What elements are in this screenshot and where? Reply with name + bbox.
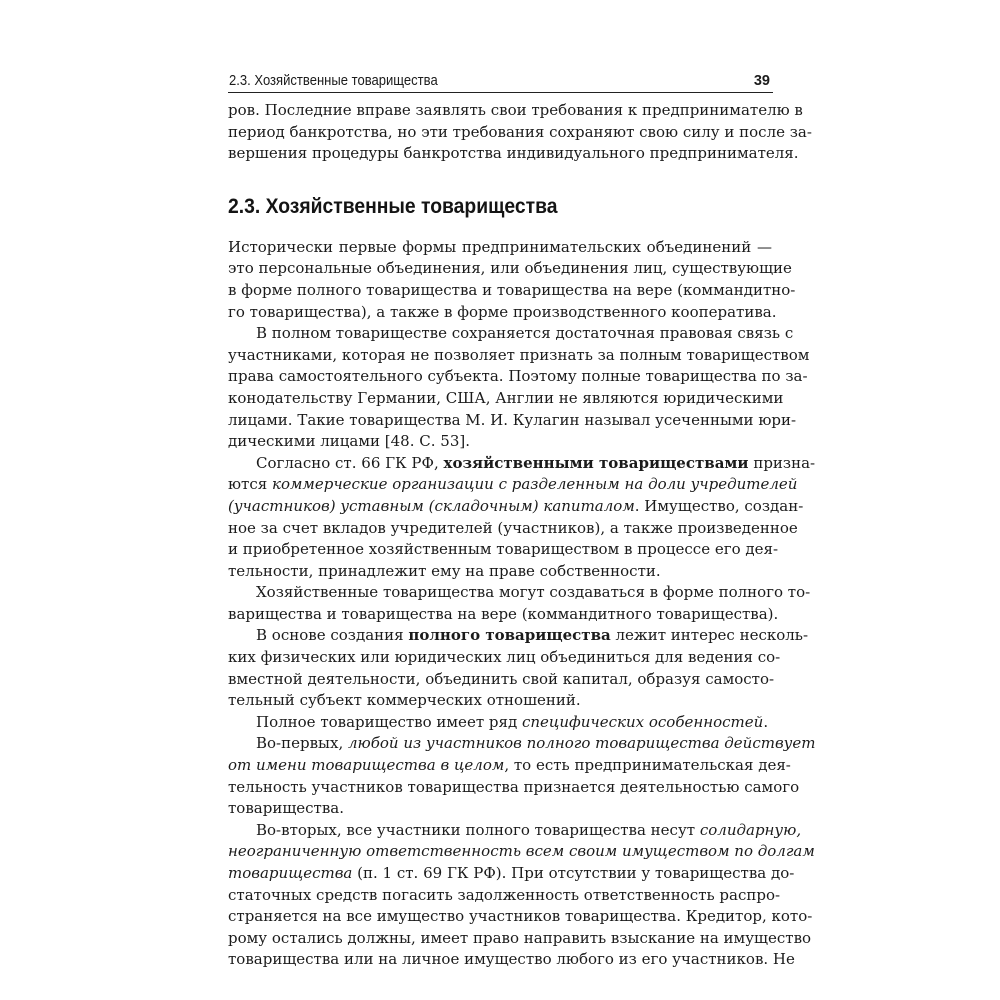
section-heading-text: 2.3. Хозяйственные товарищества bbox=[228, 194, 558, 218]
bold-term: полного товарищества bbox=[408, 626, 611, 645]
running-header-title: 2.3. Хозяйственные товарищества bbox=[229, 73, 438, 89]
text-run: Во-вторых, все участники полного товарищества несут bbox=[256, 820, 700, 839]
text-run: , то есть предпринимательская дея- bbox=[504, 756, 791, 775]
text-run: Во-первых, bbox=[256, 734, 348, 753]
page-body bbox=[228, 100, 816, 971]
text-line bbox=[228, 755, 791, 777]
text-line bbox=[228, 496, 804, 518]
text-line: товарищества или на личное имущество любого из его участников. Не bbox=[228, 950, 795, 969]
italic-definition: (участников) уставным (складочным) капиталом bbox=[228, 496, 635, 515]
text-line: и приобретенное хозяйственным товариществом в процессе его дея- bbox=[228, 540, 779, 559]
italic-term: любой из участников полного товарищества действует bbox=[347, 734, 816, 753]
text-line: рому остались должны, имеет право направить взыскание на имущество bbox=[228, 928, 812, 947]
paragraph-3 bbox=[228, 453, 816, 583]
text-line: товарищества. bbox=[228, 799, 344, 818]
text-line: в форме полного товарищества и товарищества на вере (коммандитно- bbox=[228, 280, 796, 299]
italic-term: неограниченную ответственность всем своим имуществом по долгам bbox=[228, 842, 815, 861]
text-line: конодательству Германии, США, Англии не являются юридическими bbox=[228, 388, 784, 407]
text-line bbox=[228, 712, 772, 734]
text-line bbox=[228, 733, 816, 755]
text-line: ких физических или юридических лиц объединиться для ведения со- bbox=[228, 648, 781, 667]
text-line: вместной деятельности, объединить свой капитал, образуя самосто- bbox=[228, 669, 775, 688]
text-run: . Имущество, создан- bbox=[634, 496, 804, 515]
paragraph-8 bbox=[228, 820, 815, 971]
paragraph-6 bbox=[228, 712, 772, 734]
bold-term: хозяйственными товариществами bbox=[443, 453, 749, 472]
text-line: тельность участников товарищества признается деятельностью самого bbox=[228, 777, 800, 796]
italic-term: солидарную, bbox=[699, 820, 802, 839]
text-line: Хозяйственные товарищества могут создаваться в форме полного то- bbox=[256, 583, 811, 602]
paragraph-2 bbox=[228, 323, 810, 453]
text-run: Полное товарищество имеет ряд bbox=[256, 712, 522, 731]
text-run: В основе создания bbox=[256, 626, 409, 645]
text-line: лицами. Такие товарищества М. И. Кулагин называл усеченными юри- bbox=[228, 410, 797, 429]
paragraph-4 bbox=[228, 582, 811, 625]
text-run: ются bbox=[228, 475, 272, 494]
italic-term: товарищества bbox=[228, 864, 353, 882]
italic-term: специфических особенностей bbox=[521, 712, 764, 731]
text-line: тельный субъект коммерческих отношений. bbox=[228, 691, 581, 710]
paragraph-1 bbox=[228, 237, 796, 323]
text-line: страняется на все имущество участников товарищества. Кредитор, кото- bbox=[228, 907, 813, 926]
text-line: права самостоятельного субъекта. Поэтому полные товарищества по за- bbox=[228, 367, 808, 386]
text-line: ное за счет вкладов учредителей (участников), а также произведенное bbox=[228, 518, 798, 537]
page-number: 39 bbox=[753, 73, 770, 89]
paragraph-5 bbox=[228, 625, 809, 711]
italic-term: от имени товарищества в целом bbox=[228, 756, 505, 775]
text-line: это персональные объединения, или объединения лиц, существующие bbox=[228, 259, 792, 278]
text-line bbox=[228, 841, 815, 863]
text-line: статочных средств погасить задолженность ответственность распро- bbox=[228, 885, 781, 904]
text-line: дическими лицами [48. С. 53]. bbox=[228, 432, 470, 451]
text-run: лежит интерес несколь- bbox=[610, 626, 809, 645]
text-line: го товарищества), а также в форме производственного кооператива. bbox=[228, 302, 777, 321]
text-run: (п. 1 ст. 69 ГК РФ). При отсутствии у товарищества до- bbox=[352, 864, 795, 882]
section-heading bbox=[228, 193, 772, 221]
text-line: тельности, принадлежит ему на праве собственности. bbox=[228, 561, 661, 580]
text-line bbox=[228, 474, 798, 496]
italic-definition: коммерческие организации с разделенным на доли учредителей bbox=[272, 475, 798, 494]
text-line bbox=[228, 453, 816, 475]
text-run: призна- bbox=[748, 453, 816, 472]
paragraph-7 bbox=[228, 733, 816, 819]
text-line bbox=[228, 820, 802, 842]
paragraph-continuation bbox=[228, 100, 812, 165]
text-line bbox=[228, 625, 809, 647]
text-line: вершения процедуры банкротства индивидуального предпринимателя. bbox=[228, 144, 799, 163]
text-line: участниками, которая не позволяет признать за полным товариществом bbox=[228, 345, 810, 364]
text-line: период банкротства, но эти требования сохраняют свою силу и после за- bbox=[228, 122, 812, 141]
text-run: . bbox=[763, 712, 769, 731]
text-line: Исторически первые формы предпринимательских объединений — bbox=[228, 237, 772, 256]
text-run: Согласно ст. 66 ГК РФ, bbox=[256, 453, 444, 472]
text-line: варищества и товарищества на вере (коммандитного товарищества). bbox=[228, 604, 779, 623]
text-line: В полном товариществе сохраняется достаточная правовая связь с bbox=[256, 324, 794, 343]
running-header bbox=[228, 70, 773, 93]
text-line bbox=[228, 863, 795, 885]
text-line: ров. Последние вправе заявлять свои требования к предпринимателю в bbox=[228, 101, 803, 119]
